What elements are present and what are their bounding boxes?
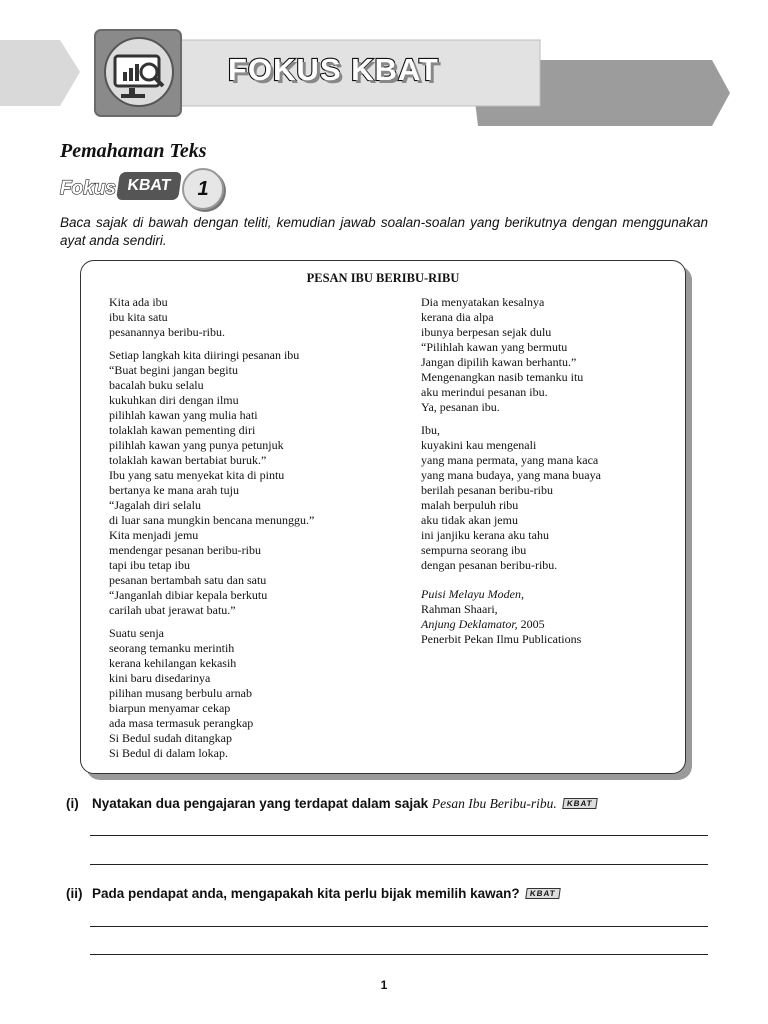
kbat-tag-icon: KBAT [525,888,560,899]
answer-line[interactable] [90,835,708,836]
poem-stanza [109,626,389,761]
poem-line: mendengar pesanan beribu-ribu [109,543,261,557]
poem-line: kerana kehilangan kekasih [109,656,237,670]
poem-line: aku tidak akan jemu [421,513,518,527]
question-2-number: (ii) [66,886,83,901]
poem-line: carilah ubat jerawat batu.” [109,603,236,617]
question-2 [66,886,559,901]
source-publisher: Penerbit Pekan Ilmu Publications [421,632,582,646]
poem-line: pesanannya beribu-ribu. [109,325,225,339]
poem-line: kerana dia alpa [421,310,494,324]
poem-line: Jangan dipilih kawan berhantu.” [421,355,577,369]
question-1-number: (i) [66,796,79,811]
question-2-text: Pada pendapat anda, mengapakah kita perlu bijak memilih kawan? [92,886,520,901]
source-author: Rahman Shaari, [421,602,498,616]
poem-line: Kita ada ibu [109,295,168,309]
poem-line: bertanya ke mana arah tuju [109,483,239,497]
fokus-number: 1 [182,168,224,210]
fokus-label: Fokus [60,178,116,199]
poem-stanza [109,295,389,340]
poem-line: kukuhkan diri dengan ilmu [109,393,239,407]
poem-line: Si Bedul di dalam lokap. [109,746,228,760]
answer-line[interactable] [90,926,708,927]
poem-line: aku merindui pesanan ibu. [421,385,548,399]
instruction-text: Baca sajak di bawah dengan teliti, kemudian jawab soalan-soalan yang berikutnya dengan menggunakan ayat anda sendiri. [60,215,708,248]
answer-line[interactable] [90,864,708,865]
poem-line: yang mana permata, yang mana kaca [421,453,599,467]
poem-line: tolaklah kawan pementing diri [109,423,256,437]
kbat-badge: KBAT [116,172,182,200]
poem-line: Suatu senja [109,626,164,640]
poem-line: kuyakini kau mengenali [421,438,537,452]
poem-line: kini baru disedarinya [109,671,211,685]
poem-line: ibunya berpesan sejak dulu [421,325,552,339]
poem-line: di luar sana mungkin bencana menunggu.” [109,513,315,527]
poem-title: PESAN IBU BERIBU-RIBU [306,271,460,285]
poem-line: Ibu, [421,423,440,437]
poem-line: tolaklah kawan bertabiat buruk.” [109,453,267,467]
poem-line: Kita menjadi jemu [109,528,199,542]
banner-title: FOKUS KBAT [228,52,439,87]
poem-left-column [109,295,389,769]
poem-line: sempurna seorang ibu [421,543,527,557]
page-number: 1 [380,978,388,992]
answer-line[interactable] [90,954,708,955]
poem-line: ibu kita satu [109,310,168,324]
question-1-poem-title: Pesan Ibu Beribu-ribu [431,796,554,811]
poem-line: “Buat begini jangan begitu [109,363,238,377]
poem-stanza [109,348,389,618]
source-year: 2005 [517,617,545,631]
poem-line: Setiap langkah kita diiringi pesanan ibu [109,348,300,362]
poem-source [421,587,681,647]
question-1-text: Nyatakan dua pengajaran yang terdapat dalam sajak [92,796,432,811]
kbat-tag-icon: KBAT [562,798,597,809]
poem-line: Mengenangkan nasib temanku itu [421,370,584,384]
poem-line: ini janjiku kerana aku tahu [421,528,549,542]
poem-line: Ibu yang satu menyekat kita di pintu [109,468,285,482]
poem-line: “Janganlah dibiar kepala berkutu [109,588,268,602]
poem-line: pilihlah kawan yang punya petunjuk [109,438,284,452]
poem-right-column [421,295,681,655]
poem-line: pilihan musang berbulu arnab [109,686,252,700]
question-1 [66,796,596,812]
poem-line: “Pilihlah kawan yang bermutu [421,340,568,354]
poem-line: “Jagalah diri selalu [109,498,201,512]
poem-right-stanzas [421,295,681,573]
poem-line: berilah pesanan beribu-ribu [421,483,553,497]
poem-line: dengan pesanan beribu-ribu. [421,558,558,572]
poem-line: Dia menyatakan kesalnya [421,295,545,309]
poem-box [80,260,686,774]
poem-line: tapi ibu tetap ibu [109,558,190,572]
poem-line: pilihlah kawan yang mulia hati [109,408,258,422]
poem-line: Ya, pesanan ibu. [421,400,500,414]
poem-stanza [421,423,681,573]
poem-line: Si Bedul sudah ditangkap [109,731,232,745]
source-collection: Puisi Melayu Moden, [421,587,524,601]
poem-stanza [421,295,681,415]
question-1-end: . [553,796,557,811]
source-book-line [421,617,681,632]
poem-line: biarpun menyamar cekap [109,701,231,715]
header-banner [0,0,768,140]
source-book: Anjung Deklamator, [421,617,518,631]
presentation-magnifier-icon [93,28,185,120]
section-title: Pemahaman Teks [60,140,207,162]
poem-line: ada masa termasuk perangkap [109,716,254,730]
poem-line: pesanan bertambah satu dan satu [109,573,267,587]
poem-line: malah berpuluh ribu [421,498,519,512]
poem-line: seorang temanku merintih [109,641,235,655]
poem-line: yang mana budaya, yang mana buaya [421,468,601,482]
poem-line: bacalah buku selalu [109,378,204,392]
